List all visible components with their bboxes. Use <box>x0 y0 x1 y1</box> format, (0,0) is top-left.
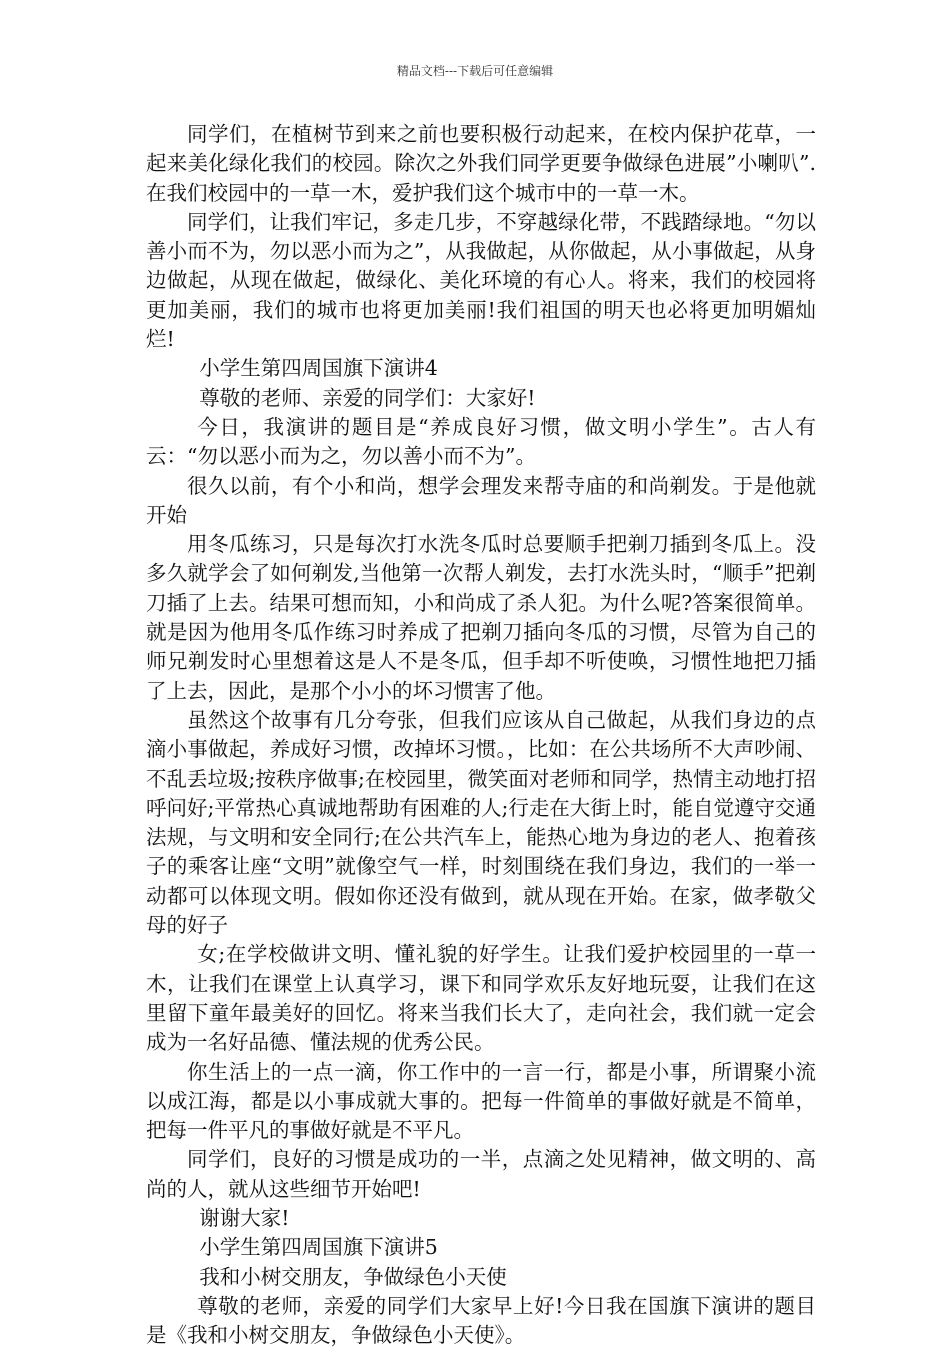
paragraph: 用冬瓜练习，只是每次打水洗冬瓜时总要顺手把剃刀插到冬瓜上。没多久就学会了如何剃发,当他第一次帮人剃发，去打水洗头时，“顺手”把剃刀插了上去。结果可想而知，小和尚成了杀人犯。为什么呢?答案很简单。就是因为他用冬瓜作练习时养成了把剃刀插向冬瓜的习惯，尽管为自己的师兄剃发时心里想着这是人不是冬瓜，但手却不听使唤，习惯性地把刀插了上去，因此，是那个小小的坏习惯害了他。 <box>146 532 816 703</box>
paragraph: 同学们，良好的习惯是成功的一半，点滴之处见精神，做文明的、高尚的人，就从这些细节开始吧! <box>146 1147 816 1201</box>
paragraph: 虽然这个故事有几分夸张，但我们应该从自己做起，从我们身边的点滴小事做起，养成好习惯，改掉坏习惯。，比如：在公共场所不大声吵闹、不乱丢垃圾;按秩序做事;在校园里，微笑面对老师和同学，热情主动地打招呼问好;平常热心真诚地帮助有困难的人;行走在大街上时，能自觉遵守交通法规，与文明和安全同行;在公共汽车上，能热心地为身边的老人、抱着孩子的乘客让座“文明”就像空气一样，时刻围绕在我们身边，我们的一举一动都可以体现文明。假如你还没有做到，就从现在开始。在家，做孝敬父母的好子 <box>146 707 816 938</box>
salutation: 尊敬的老师、亲爱的同学们：大家好! <box>199 385 536 410</box>
paragraph: 同学们，让我们牢记，多走几步，不穿越绿化带，不践踏绿地。“勿以善小而不为，勿以恶小而为之”，从我做起，从你做起，从小事做起，从身边做起，从现在做起，做绿化、美化环境的有心人。将来，我们的校园将更加美丽，我们的城市也将更加美丽!我们祖国的明天也必将更加明媚灿烂! <box>146 209 816 352</box>
speech-subtitle: 我和小树交朋友，争做绿色小天使 <box>199 1264 507 1289</box>
paragraph: 今日，我演讲的题目是“养成良好习惯，做文明小学生”。古人有云：“勿以恶小而为之，勿以善小而不为”。 <box>146 414 816 469</box>
paragraph: 你生活上的一点一滴，你工作中的一言一行，都是小事，所谓聚小流以成江海，都是以小事成就大事的。把每一件简单的事做好就是不简单，把每一件平凡的事做好就是不平凡。 <box>146 1059 816 1143</box>
section-title: 小学生第四周国旗下演讲5 <box>199 1235 438 1260</box>
paragraph: 同学们，在植树节到来之前也要积极行动起来，在校内保护花草，一起来美化绿化我们的校园。除次之外我们同学更要争做绿色进展”小喇叭”.在我们校园中的一草一木，爱护我们这个城市中的一草一木。 <box>146 122 816 205</box>
section-title: 小学生第四周国旗下演讲4 <box>199 356 438 381</box>
closing-line: 谢谢大家! <box>199 1205 290 1230</box>
document-body <box>146 120 816 1350</box>
page-header: 精品文档---下载后可任意编辑 <box>396 64 554 78</box>
paragraph: 尊敬的老师，亲爱的同学们大家早上好!今日我在国旗下演讲的题目是《我和小树交朋友，争做绿色小天使》。 <box>146 1293 816 1348</box>
paragraph: 女;在学校做讲文明、懂礼貌的好学生。让我们爱护校园里的一草一木，让我们在课堂上认真学习，课下和同学欢乐友好地玩耍，让我们在这里留下童年最美好的回忆。将来当我们长大了，走向社会，我们就一定会成为一名好品德、懂法规的优秀公民。 <box>146 942 816 1055</box>
paragraph: 很久以前，有个小和尚，想学会理发来帮寺庙的和尚剃发。于是他就开始 <box>146 473 816 527</box>
